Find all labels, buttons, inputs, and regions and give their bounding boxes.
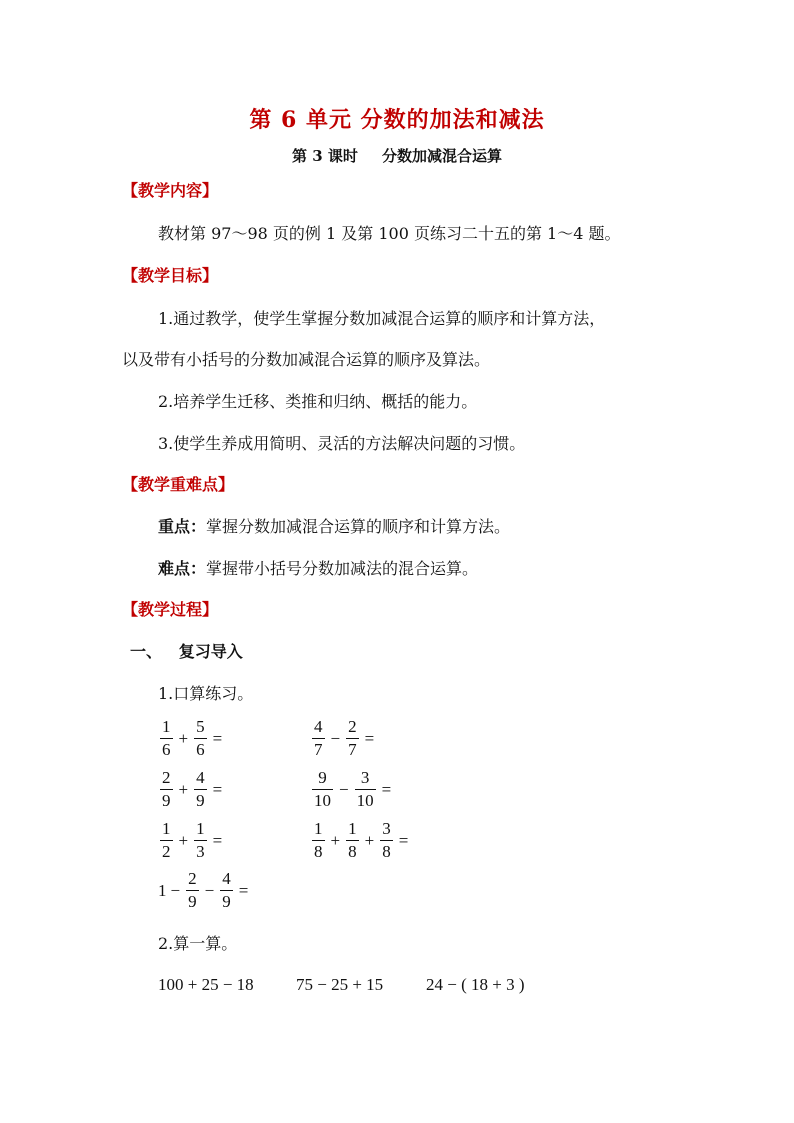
oral-exercise-5: $\frac{1}{2}$ + $\frac{1}{3}$ = bbox=[162, 819, 223, 861]
page-title: 第 6 单元 分数的加法和减法 bbox=[249, 107, 545, 133]
lesson-number: 第 3 课时 bbox=[292, 147, 358, 165]
oral-exercise-7: 1 − $\frac{2}{9}$ − $\frac{4}{9}$ = bbox=[158, 869, 249, 911]
oral-exercise-4: $\frac{9}{10}$ − $\frac{3}{10}$ = bbox=[314, 768, 392, 810]
content-heading: 【教学内容】 bbox=[122, 181, 219, 200]
oral-exercise-3: $\frac{2}{9}$ + $\frac{4}{9}$ = bbox=[162, 768, 223, 810]
oral-practice-label: 1.口算练习。 bbox=[158, 684, 254, 703]
difficult-point bbox=[158, 556, 478, 579]
goal-3: 3.使学生养成用简明、灵活的方法解决问题的习惯。 bbox=[158, 434, 526, 453]
goal-1-line-2: 以及带有小括号的分数加减混合运算的顺序及算法。 bbox=[122, 350, 491, 369]
fraction: $\frac{2}{9}$ bbox=[188, 869, 197, 911]
fraction: $\frac{9}{10}$ bbox=[314, 768, 331, 810]
content-text: 教材第 97～98 页的例 1 及第 100 页练习二十五的第 1～4 题。 bbox=[158, 224, 621, 243]
key-point-text: 掌握分数加减混合运算的顺序和计算方法。 bbox=[206, 517, 511, 536]
fraction: $\frac{5}{6}$ bbox=[196, 717, 205, 759]
key-point-label: 重点： bbox=[158, 517, 207, 536]
fraction: $\frac{4}{7}$ bbox=[314, 717, 323, 759]
goal-2: 2.培养学生迁移、类推和归纳、概括的能力。 bbox=[158, 392, 478, 411]
fraction: $\frac{1}{8}$ bbox=[348, 819, 357, 861]
review-heading: 一、 复习导入 bbox=[130, 642, 243, 661]
oral-exercise-2: $\frac{4}{7}$ − $\frac{2}{7}$ = bbox=[314, 717, 375, 759]
fraction: $\frac{1}{6}$ bbox=[162, 717, 171, 759]
calc-exercise-1: 100 + 25 − 18 bbox=[158, 975, 254, 994]
fraction: $\frac{2}{9}$ bbox=[162, 768, 171, 810]
calc-exercise-2: 75 − 25 + 15 bbox=[296, 975, 384, 994]
lesson-topic: 分数加减混合运算 bbox=[381, 147, 502, 165]
fraction: $\frac{1}{2}$ bbox=[162, 819, 171, 861]
key-point bbox=[158, 514, 510, 537]
difficult-point-text: 掌握带小括号分数加减法的混合运算。 bbox=[206, 559, 479, 578]
fraction: $\frac{1}{3}$ bbox=[196, 819, 205, 861]
lesson-subtitle bbox=[0, 145, 794, 166]
fraction: $\frac{3}{10}$ bbox=[356, 768, 374, 810]
fraction: $\frac{3}{8}$ bbox=[382, 819, 391, 861]
key-points-heading: 【教学重难点】 bbox=[122, 475, 235, 494]
difficult-point-label: 难点： bbox=[158, 559, 207, 578]
oral-exercise-1: $\frac{1}{6}$ + $\frac{5}{6}$ = bbox=[162, 717, 223, 759]
goal-1-line-1: 1.通过教学，使学生掌握分数加减混合运算的顺序和计算方法， bbox=[158, 309, 606, 328]
process-heading: 【教学过程】 bbox=[122, 600, 219, 619]
fraction: $\frac{1}{8}$ bbox=[314, 819, 323, 861]
fraction: $\frac{2}{7}$ bbox=[348, 717, 357, 759]
calc-practice-label: 2.算一算。 bbox=[158, 934, 238, 953]
goals-heading: 【教学目标】 bbox=[122, 266, 219, 285]
fraction: $\frac{4}{9}$ bbox=[222, 869, 231, 911]
fraction: $\frac{4}{9}$ bbox=[196, 768, 205, 810]
oral-exercise-6: $\frac{1}{8}$ + $\frac{1}{8}$ + $\frac{3}{8}$ = bbox=[314, 819, 409, 861]
calc-exercise-3: 24 − ( 18 + 3 ) bbox=[426, 975, 525, 994]
